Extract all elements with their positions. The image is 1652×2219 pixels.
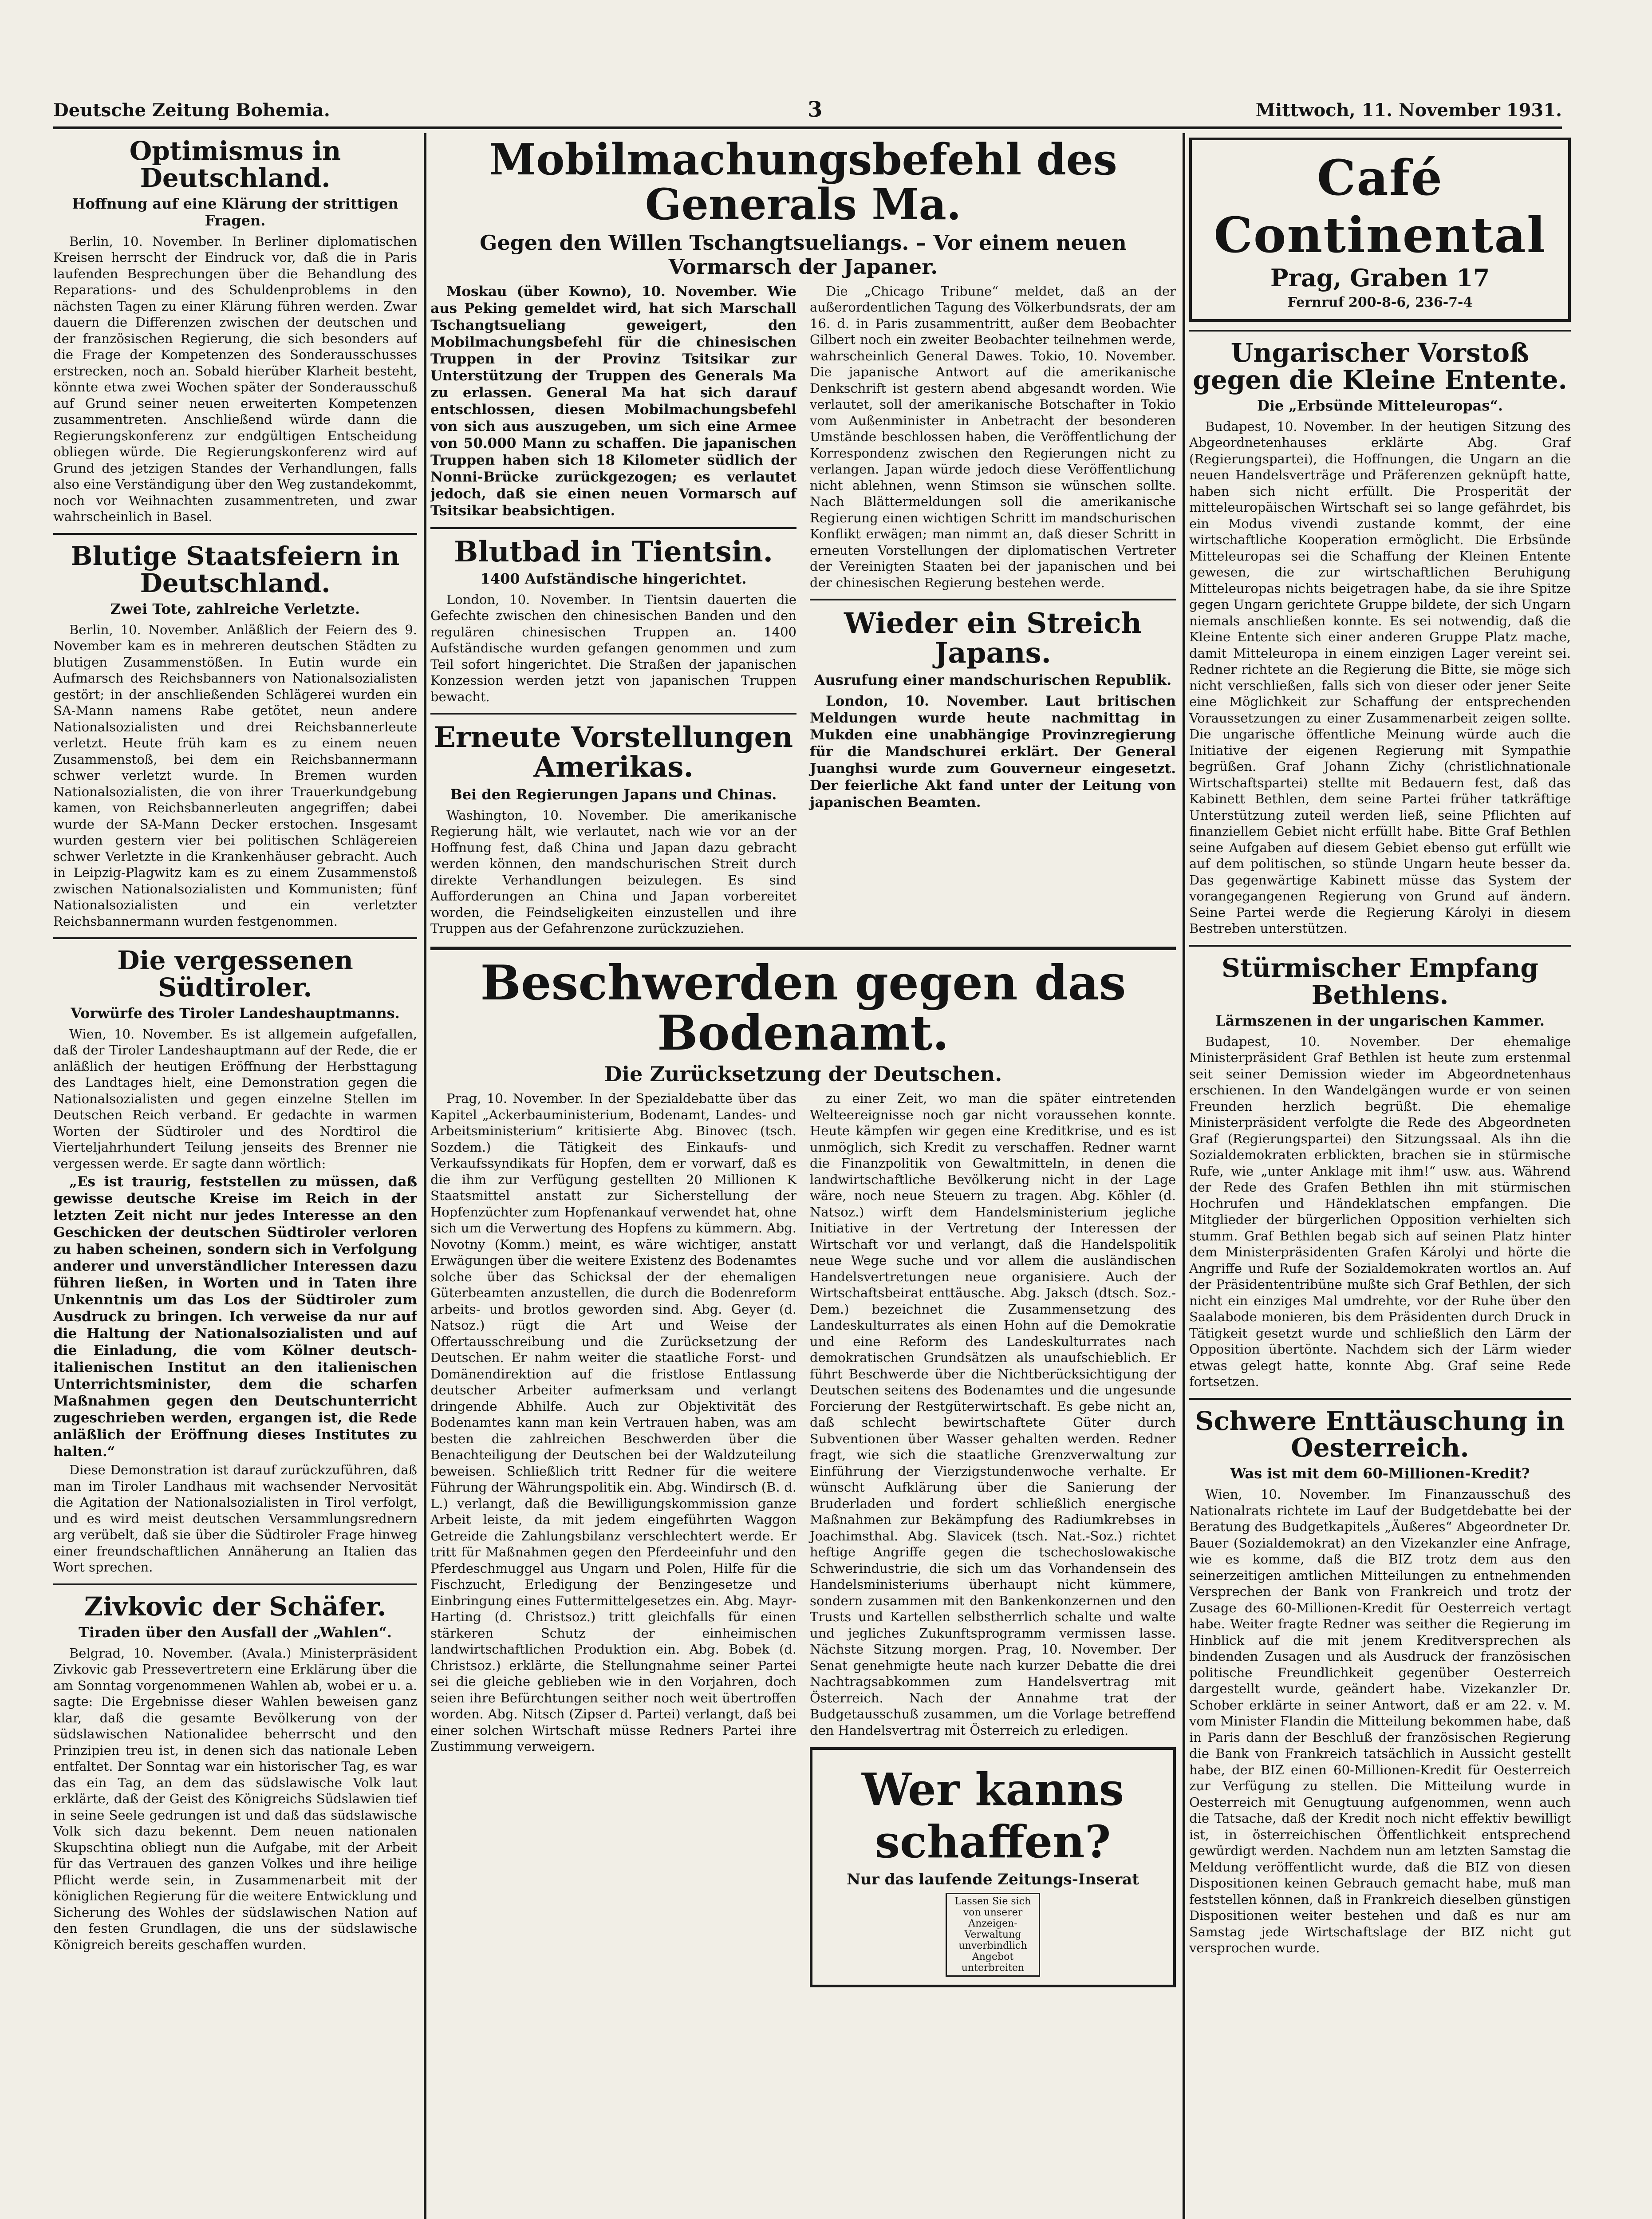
article-body: Washington, 10. November. Die amerikanische Regierung hält, wie verlautet, nach wie vor an der Hoffnung fest, daß China und Japan dazu gebracht werden können, den mandschurischen Streit durch direkte Verhandlungen beizulegen. Es sind Aufforderungen an China und Japan vorbereitet worden, die Feindseligkeiten einzustellen und ihre Truppen aus der Gefahrenzone zurückzuziehen. <box>430 807 796 936</box>
masthead <box>53 95 1562 129</box>
ad-small-print: Lassen Sie sich von unserer Anzeigen-Verwaltung unverbindlich Angebot unterbreiten <box>946 1893 1040 1977</box>
divider <box>430 527 796 529</box>
article-body: zu einer Zeit, wo man die später eintretenden Welteereignisse noch gar nicht voraussehen konnte. Heute kämpfen wir gegen eine Kreditkrise, und es ist unmöglich, sich Kredit zu verschaffen. Redner warnt die Finanzpolitik von Gewaltmitteln, in denen die landwirtschaftliche Bevölkerung nicht in der Lage wäre, noch neue Steuern zu tragen. Abg. Köhler (d. Natsoz.) wirft dem Handelsministerium jegliche Initiative in der Vertretung der Interessen der Wirtschaft vor und verlangt, daß die Handelspolitik neue Wege suche und vor allem die ausländischen Handelsvertretungen neue organisiere. Auch der Wirtschaftsbeirat enttäusche. Abg. Jaksch (dtsch. Soz.-Dem.) bezeichnet die Zusammensetzung des Landeskulturrates als einen Hohn auf die Demokratie und eine Reform des Landeskulturrates nach demokratischen Grundsätzen als unaufschieblich. Er führt Beschwerde über die Nichtberücksichtigung der Deutschen seitens des Bodenamtes und die ungesunde Forcierung der Restgüterwirtschaft. Es gebe nicht an, daß schlecht bewirtschaftete Güter durch Subventionen über Wasser gehalten werden. Redner fragt, wie sich die staatliche Grenzverwaltung zur Einführung der Vierzigstundenwoche verhalte. Er wünscht Aufklärung über die Sanierung der Bruderladen und fordert schließlich energische Maßnahmen zur Bekämpfung des Radiumkrebses in Joachimsthal. Abg. Slavicek (tsch. Nat.-Soz.) richtet heftige Angriffe gegen die tschechoslowakische Schwerindustrie, die sich um das Vorhandensein des Handelsministeriums überhaupt nicht kümmere, sondern zusammen mit den Bankenkonzernen und den Trusts und Kartellen selbstherrlich schalte und walte und jegliches Zukunftsprogramm vermissen lasse. Nächste Sitzung morgen. Prag, 10. November. Der Senat genehmigte heute nach kurzer Debatte die drei Nachtragsabkommen zum Handelsvertrag mit Österreich. Nach der Annahme trat der Budgetausschuß zusammen, um die Vorlage betreffend den Handelsvertrag mit Österreich zu erledigen. <box>810 1091 1176 1738</box>
article-body: Moskau (über Kowno), 10. November. Wie aus Peking gemeldet wird, hat sich Marschall Tschangtsueliang geweigert, den Mobilmachungsbefehl für die chinesischen Truppen in der Provinz Tsitsikar zur Unterstützung der Truppen des Generals Ma zu erlassen. General Ma hat sich darauf entschlossen, diesen Mobilmachungsbefehl von sich aus auszugeben, um sich eine Armee von 50.000 Mann zu schaffen. Die japanischen Truppen haben sich 18 Kilometer südlich der Nonni-Brücke zurückgezogen; es verlautet jedoch, daß sie einen neuen Vormarsch auf Tsitsikar beabsichtigen. <box>430 283 796 519</box>
article-title: Optimismus in Deutschland. <box>129 138 341 193</box>
ad-address: Prag, Graben 17 <box>1270 264 1490 292</box>
article-title: Beschwerden gegen das Bodenamt. <box>480 955 1126 1062</box>
column-divider <box>424 133 426 2219</box>
article-title: Die vergessenen Südtiroler. <box>117 945 353 1003</box>
masthead-date: Mittwoch, 11. November 1931. <box>1255 100 1562 121</box>
article-title: Stürmischer Empfang Bethlens. <box>1222 952 1538 1010</box>
article-columns <box>430 1090 1176 1987</box>
article-title: Schwere Enttäuschung in Oesterreich. <box>1195 1406 1565 1463</box>
masthead-page-number: 3 <box>808 97 823 122</box>
divider <box>53 533 417 535</box>
article-subtitle: Die „Erbsünde Mitteleuropas“. <box>1257 397 1503 414</box>
article-subtitle: Bei den Regierungen Japans und Chinas. <box>450 786 777 803</box>
article-title: Mobilmachungsbefehl des Generals Ma. <box>489 138 1117 229</box>
divider <box>1189 1398 1571 1400</box>
article-body: Budapest, 10. November. Der ehemalige Ministerpräsident Graf Bethlen ist heute zum erstenmal seit seiner Demission wieder im Abgeordnetenhaus erschienen. In den Wandelgängen wurde er von seinen Freunden herzlich begrüßt. Die ehemalige Ministerpräsident verfolgte die Rede des Abgeordneten Graf (Regierungspartei) den Sitzungssaal. Als ihn die Sozialdemokraten erblickten, brachen sie in stürmische Rufe, wie „unter Anklage mit ihm!“ usw. aus. Während der Rede des Grafen Bethlen ihn mit stürmischen Hochrufen und Händeklatschen empfangen. Die Mitglieder der bürgerlichen Opposition verhielten sich stumm. Graf Bethlen begab sich auf seinen Platz hinter dem Ministerpräsidenten Grafen Károlyi und hörte die Angriffe und Rufe der Sozialdemokraten wortlos an. Auf der Präsidententribüne mußte sich Graf Bethlen, der sich nicht ein einziges Mal umdrehte, vor der Ruhe über den Saalabode monieren, bis dem Präsidenten durch Druck in Tätigkeit gesetzt wurde und schließlich den Lärm der Opposition übertönte. Nachdem sich der Lärm wieder etwas gelegt hatte, konnte Abg. Graf seine Rede fortsetzen. <box>1189 1034 1571 1390</box>
divider <box>810 599 1176 600</box>
article-subtitle: Hoffnung auf eine Klärung der strittigen Fragen. <box>72 195 398 229</box>
divider <box>430 713 796 715</box>
article-subtitle: Vorwürfe des Tiroler Landeshauptmanns. <box>71 1004 400 1022</box>
ad-headline: Café Continental <box>1214 149 1546 264</box>
article-title: Erneute Vorstellungen Amerikas. <box>434 721 793 784</box>
article-title: Wieder ein Streich Japans. <box>844 607 1142 670</box>
article-quote: „Es ist traurig, feststellen zu müssen, daß gewisse deutsche Kreise im Reich in der letzten Zeit nicht nur jedes Interesse an den Geschicken der deutschen Südtiroler verloren zu haben scheinen, sondern sich in Verfolgung anderer und unverständlicher Interessen dazu führen ließen, in Worten und in Taten ihre Unkenntnis um das Los der Südtiroler zum Ausdruck zu bringen. Ich verweise da nur auf die Haltung der Nationalsozialisten und auf die Einladung, die vom Kölner deutsch-italienischen Institut an den italienischen Unterrichtsminister, dem die scharfen Maßnahmen gegen den Deutschunterricht zugeschrieben werden, ergangen ist, die Rede anläßlich der Eröffnung dieses Institutes zu halten.“ <box>53 1174 417 1460</box>
article-title: Blutbad in Tientsin. <box>454 535 773 569</box>
article-subtitle: 1400 Aufständische hingerichtet. <box>480 570 747 587</box>
advertisement-box <box>810 1747 1176 1987</box>
column-center <box>430 138 1176 2219</box>
masthead-paper-name: Deutsche Zeitung Bohemia. <box>53 100 330 121</box>
article-body: London, 10. November. In Tientsin dauerten die Gefechte zwischen den chinesischen Banden und den regulären chinesischen Truppen an. 1400 Aufständische wurden gefangen genommen und zum Teil sofort hingerichtet. Die Straßen der japanischen Konzession werden jetzt von japanischen Truppen bewacht. <box>430 592 796 704</box>
article-body: London, 10. November. Laut britischen Meldungen wurde heute nachmittag in Mukden eine unabhängige Provinzregierung für die Mandschurei erklärt. Der General Juanghsi wurde zum Gouverneur eingesetzt. Der feierliche Akt fand unter der Leitung von japanischen Beamten. <box>810 693 1176 811</box>
article-body: Wien, 10. November. Es ist allgemein aufgefallen, daß der Tiroler Landeshauptmann auf der Rede, die er anläßlich der heutigen Eröffnung der Herbsttagung des Landtages hielt, eine Demonstration gegen die Nationalsozialisten und gegen einzelne Stellen im Deutschen Reich verband. Er gedachte in warmen Worten der Südtiroler und des Nordtirol die Vierteljahrhundert Teilung jenseits des Brenner nie vergessen werde. Er sagte dann wörtlich: „Es ist traurig, feststellen zu müssen, daß gewisse deutsche Kreise im Reich in der letzten Zeit nicht nur jedes Interesse an den Geschicken der deutschen Südtiroler verloren zu haben scheinen, sondern sich in Verfolgung anderer und unverständlicher Interessen dazu führen ließen, in Worten und in Taten ihre Unkenntnis um das Los der Südtiroler zum Ausdruck zu bringen. Ich verweise da nur auf die Haltung der Nationalsozialisten und auf die Einladung, die vom Kölner deutsch-italienischen Institut an den italienischen Unterrichtsminister, dem die scharfen Maßnahmen gegen den Deutschunterricht zugeschrieben werden, ergangen ist, die Rede anläßlich der Eröffnung dieses Institutes zu halten.“ Diese Demonstration ist darauf zurückzuführen, daß man im Tiroler Landhaus mit wachsender Nervosität die Agitation der Nationalsozialisten in Tirol verfolgt, und es wird meist deutschen Versammlungsrednern arg verübelt, daß sie über die Südtiroler Frage hinweg einer freundschaftlichen Annäherung an Italien das Wort sprechen. <box>53 1026 417 1575</box>
article-body: Die „Chicago Tribune“ meldet, daß an der außerordentlichen Tagung des Völkerbundsrats, der am 16. d. in Paris zusammentritt, außer dem Beobachter Gilbert noch ein zweiter Beobachter teilnehmen werde, wahrscheinlich General Dawes. Tokio, 10. November. Die japanische Antwort auf die amerikanische Denkschrift ist gestern abend abgesandt worden. Wie verlautet, soll der amerikanische Botschafter in Tokio vom Außenminister in Anbetracht der besonderen Umstände beschlossen haben, die Veröffentlichung der Korrespondenz zwischen den Regierungen nicht zu verlangen. Japan würde jedoch diese Veröffentlichung nicht ablehnen, wenn Stimson sie wünschen sollte. Nach Blättermeldungen soll die amerikanische Regierung einen wichtigen Schritt im mandschurischen Konflikt erwägen; man nimmt an, daß dieser Schritt in erneuten Vorstellungen der diplomatischen Vertreter der Vereinigten Staaten bei der japanischen und bei der chinesischen Regierung bestehen werde. <box>810 283 1176 590</box>
article-body: Wien, 10. November. Im Finanzausschuß des Nationalrats richtete im Lauf der Budgetdebatte bei der Beratung des Budgetkapitels „Äußeres“ Abgeordneter Dr. Bauer (Sozialdemokrat) an den Vizekanzler eine Anfrage, wie es komme, daß die BIZ trotz dem aus den seinerzeitigen amtlichen Mitteilungen zu entnehmenden Versprechen der Bank von Frankreich und trotz der Zusage des 60-Millionen-Kredit für Oesterreich vertagt habe. Weiter fragte Redner was seither die Regierung im Hinblick auf die mit jenem Kreditversprechen als bindenden Zusagen und als Ausdruck der französischen politische Freundlichkeit gegenüber Oesterreich dargestellt wurde, geändert habe. Vizekanzler Dr. Schober erklärte in seiner Antwort, daß er am 22. v. M. vom Minister Flandin die Mitteilung bekommen habe, daß in Paris dann der Beschluß der französischen Regierung die Bank von Frankreich tatsächlich in Aussicht gestellt habe, der BIZ einen 60-Millionen-Kredit für Oesterreich zur Verfügung zu stellen. Die Mitteilung wurde in Oesterreich mit Genugtuung aufgenommen, wenn auch die Tatsache, daß der Kredit noch nicht effektiv bewilligt ist, in österreichischen Öffentlichkeit entsprechend gewürdigt werden. Nachdem nun am letzten Samstag die Meldung veröffentlicht wurde, daß die BIZ von diesen Dispositionen keinen Gebrauch gemacht habe, muß man feststellen können, daß in Frankreich dieselben günstigen Dispositionen weiter bestehen und daß es nur am Samstag jede Wirtschaftslage der BIZ nicht gut versprochen wurde. <box>1189 1487 1571 1956</box>
ad-phone: Fernruf 200-8-6, 236-7-4 <box>1287 295 1473 310</box>
divider <box>430 947 1176 950</box>
column-left <box>53 138 417 2219</box>
divider <box>53 1583 417 1585</box>
article-body: Prag, 10. November. In der Spezialdebatte über das Kapitel „Ackerbauministerium, Bodenamt, Landes- und Arbeitsministerium“ kritisierte Abg. Binovec (tsch. Sozdem.) die Tätigkeit des Einkaufs- und Verkaufssyndikats für Hopfen, dem er vorwarf, daß es die ihm zur Verfügung gestellten 20 Millionen K Staatsmittel anstatt zur Sicherstellung der Hopfenzüchter zum Hopfenankauf verwendet hat, ohne sich um die Verwertung des Hopfens zu kümmern. Abg. Novotny (Komm.) meint, es wäre wichtiger, anstatt Erwägungen über die weitere Existenz des Bodenamtes solche über das Schicksal der der ehemaligen Güterbeamten anzustellen, die durch die Bodenreform arbeits- und brotlos geworden sind. Abg. Geyer (d. Natsoz.) rügt die Art und Weise der Offertausschreibung und die Zurücksetzung der Deutschen. Er nahm weiter die staatliche Forst- und Domänendirektion auf die fristlose Entlassung deutscher Arbeiter aufmerksam und verlangt dringende Abhilfe. Auch zur Objektivität des Bodenamtes kann man kein Vertrauen haben, was am besten die zahlreichen Beschwerden über die Benachteiligung der Deutschen bei der Waldzuteilung beweisen. Schließlich tritt Redner für die weitere Führung der Währungspolitik ein. Abg. Windirsch (B. d. L.) verlangt, daß die Bewilligungskommission ganze Arbeit leiste, da mit jedem eingeführten Waggon Getreide die Zahlungsbilanz verschlechtert werde. Er tritt für Maßnahmen gegen den Pferdeeinfuhr und den Pferdeschmuggel aus Ungarn und Polen, Hilfe für die Fischzucht, Erledigung der Benzingesetze und Einbringung eines Futtermittelgesetzes ein. Abg. Mayr-Harting (d. Christsoz.) tritt gleichfalls für einen stärkeren Schutz der einheimischen landwirtschaftlichen Produktion ein. Abg. Bobek (d. Christsoz.) erklärte, die Stellungnahme seiner Partei sei die gleiche geblieben wie in den Vorjahren, doch seien ihre Befürchtungen seither noch weit übertroffen worden. Abg. Nitsch (Zipser d. Partei) verlangt, daß bei einer solchen Wirtschaft müsse Redners Partei ihre Zustimmung verweigern. <box>430 1091 796 1754</box>
column-right <box>1189 138 1571 2219</box>
article-subtitle: Ausrufung einer mandschurischen Republik. <box>814 671 1172 689</box>
article-subtitle: Lärmszenen in der ungarischen Kammer. <box>1215 1012 1545 1029</box>
divider <box>1189 330 1571 332</box>
divider <box>53 937 417 939</box>
column-divider <box>1183 133 1185 2219</box>
ad-headline: Wer kanns schaffen? <box>861 1763 1124 1868</box>
article-body: Budapest, 10. November. In der heutigen Sitzung des Abgeordnetenhauses erklärte Abg. Graf (Regierungspartei), die Hoffnungen, die Ungarn an die neuen Handelsverträge und Präferenzen geknüpft hatte, haben sich nicht erfüllt. Die Prosperität der mitteleuropäischen Wirtschaft sei so lange gefährdet, bis ein Modus vivendi zustande kommt, der eine wirtschaftliche Kooperation ermöglicht. Die Erbsünde Mitteleuropas sei die Schaffung der Kleinen Entente gewesen, die zur wirtschaftlichen Beruhigung Mitteleuropas nichts beigetragen habe, da sie ihre Spitze gegen Ungarn gerichtete Gruppe bildete, der sich Ungarn niemals anschließen konnte. Es sei notwendig, daß die Kleine Entente sich einer anderen Gruppe Platz mache, damit Mitteleuropa in einem einzigen Lager vereint sei. Redner richtete an die Regierung die Bitte, sie möge sich nicht verschließen, falls sich von dieser oder jener Seite eine Möglichkeit zur Schaffung der entsprechenden Voraussetzungen zu einer Zusammenarbeit zeigen sollte. Die ungarische öffentliche Meinung würde auch die Initiative der eigenen Regierung mit Sympathie begrüßen. Graf Johann Zichy (christlichnationale Wirtschaftspartei) stellte mit Bedauern fest, daß das Kabinett Bethlen, dem seine Partei früher tatkräftige Unterstützung zuteil werden ließ, seine Pflichten auf finanziellem Gebiet nicht erfüllt habe. Bitte Graf Bethlen seine Aufgaben auf diesem Gebiet ebenso gut erfüllt wie auf dem politischen, so stünde Ungarn heute besser da. Das gegenwärtige Kabinett müsse das System der vorangegangenen Regierung von Grund auf ändern. Seine Partei werde die Regierung Károlyi in diesem Bestreben unterstützen. <box>1189 419 1571 936</box>
article-title: Zivkovic der Schäfer. <box>84 1591 386 1622</box>
article-body: Berlin, 10. November. Anläßlich der Feiern des 9. November kam es in mehreren deutschen Städten zu blutigen Zusammenstößen. In Eutin wurde ein Aufmarsch des Reichsbanners von Nationalsozialisten gestört; in der anschließenden Schlägerei wurden ein SA-Mann namens Rabe getötet, neun andere Nationalsozialisten und drei Reichsbannerleute verletzt. Heute früh kam es zu einem neuen Zusammenstoß, bei dem ein Reichsbannermann schwer verletzt wurde. In Bremen wurden Nationalsozialisten, die von ihrer Trauerkundgebung kamen, von Reichsbannerleuten angegriffen; dabei wurde der SA-Mann Decker erstochen. Insgesamt wurden gestern vier bei politischen Schlägereien schwer Verletzte in die Krankenhäuser gebracht. Auch in Leipzig-Plagwitz kam es zu einem Zusammenstoß zwischen Nationalsozialisten und Kommunisten; fünf Nationalsozialisten und ein verletzter Reichsbannermann wurden festgenommen. <box>53 622 417 929</box>
article-subtitle: Die Zurücksetzung der Deutschen. <box>604 1062 1002 1086</box>
article-title: Ungarischer Vorstoß gegen die Kleine Entente. <box>1193 338 1567 395</box>
article-subtitle: Was ist mit dem 60-Millionen-Kredit? <box>1230 1465 1530 1482</box>
article-body: Berlin, 10. November. In Berliner diplomatischen Kreisen herrscht der Eindruck vor, daß die in Paris laufenden Besprechungen über die Behandlung des Reparations- und des Schuldenproblems in den nächsten Tagen zu einer Klärung führen werden. Zwar dauern die Differenzen zwischen der deutschen und der französischen Regierung, die sich besonders auf die Frage der Kompetenzen des Sonderausschusses erstrecken, noch an. Sobald hierüber Klarheit besteht, könnte etwa zwei Wochen später der Sonderausschuß auf Grund seiner neuen erweiterten Kompetenzen zusammentreten. Anschließend würde dann die Regierungskonferenz zur endgültigen Entscheidung obliegen würde. Die Regierungskonferenz wird auf Grund des jetzigen Standes der Verhandlungen, falls also eine Verständigung über den Weg zustandekommt, noch vor Weihnachten zusammentreten, und zwar wahrscheinlich in Basel. <box>53 233 417 525</box>
article-subtitle: Tiraden über den Ausfall der „Wahlen“. <box>78 1623 392 1641</box>
divider <box>1189 945 1571 947</box>
article-title: Blutige Staatsfeiern in Deutschland. <box>71 541 400 598</box>
ad-line: Nur das laufende Zeitungs-Inserat <box>847 1871 1139 1889</box>
article-subtitle: Gegen den Willen Tschangtsueliangs. – Vor einem neuen Vormarsch der Japaner. <box>480 230 1127 279</box>
article-columns <box>430 283 1176 939</box>
article-subtitle: Zwei Tote, zahlreiche Verletzte. <box>110 600 360 617</box>
advertisement-box <box>1189 138 1571 322</box>
article-body: Belgrad, 10. November. (Avala.) Ministerpräsident Zivkovic gab Pressevertretern eine Erklärung über die am Sonntag vorgenommenen Wahlen ab, wobei er u. a. sagte: Die Ergebnisse dieser Wahlen beweisen ganz klar, daß die gesamte Bevölkerung von der südslawischen Nationalidee beherrscht und den Prinzipien treu ist, in denen sich das nationale Leben entfaltet. Der Sonntag war ein historischer Tag, es war das ein Tag, an dem das südslawische Volk laut erklärte, daß der Geist des Königreichs Südslawien tief in seine Seele gedrungen ist und daß das südslawische Volk sich dazu bekennt. Dem neuen nationalen Skupschtina obliegt nun die Aufgabe, mit der Arbeit für das Vertrauen des ganzen Volkes und ihre heilige Pflicht werde sein, in Zusammenarbeit mit der königlichen Regierung für die weitere Entwicklung und Sicherung des Wohles der südslawischen Nation auf den festen Grundlagen, die uns der südslawische Königreich bereits geschaffen wurden. <box>53 1645 417 1952</box>
